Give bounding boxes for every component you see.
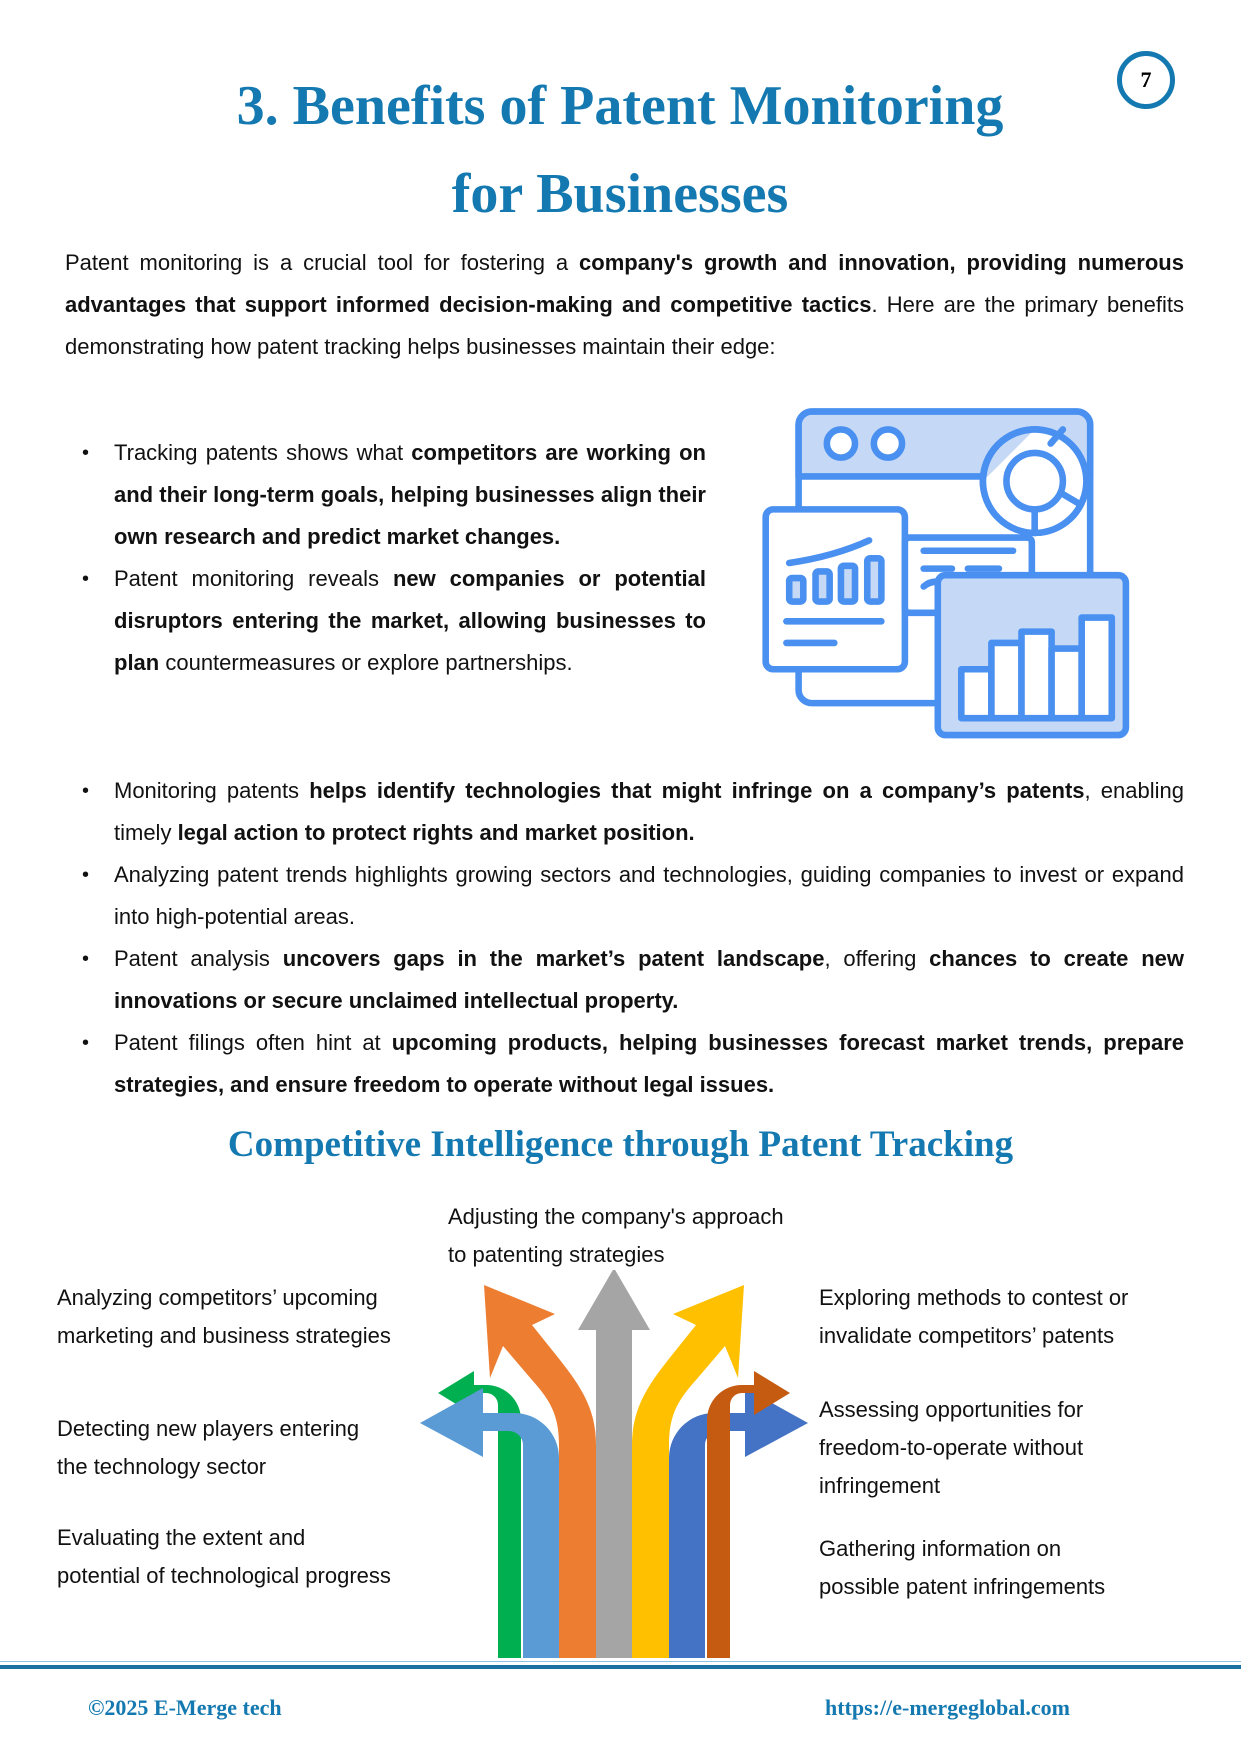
title-line-2: for Businesses — [451, 163, 789, 225]
bullet-text: , enabling timely — [114, 778, 1184, 845]
footer-url-link[interactable]: https://e-mergeglobal.com — [825, 1695, 1070, 1720]
bullet-text: Patent analysis — [114, 946, 283, 971]
bullet-bold: new companies or potential disruptors entering the market, allowing businesses to plan — [114, 566, 707, 675]
label-line: possible patent infringements — [819, 1574, 1106, 1599]
bullet-text: Patent filings often hint at — [114, 1030, 392, 1055]
bullet-text: Analyzing patent trends highlights growing sectors and technologies, guiding companies to invest or expand into high-potential areas. — [114, 862, 1184, 929]
label-line: infringement — [819, 1473, 941, 1498]
label-right-1 — [819, 1279, 1128, 1355]
multi-direction-arrows-icon — [410, 1270, 830, 1660]
list-item — [114, 938, 1184, 1022]
bullet-text: Monitoring patents — [114, 778, 310, 803]
bullet-bold: legal action to protect rights and market position. — [177, 820, 695, 845]
intro-text: Patent monitoring is a crucial tool for fostering a — [65, 250, 580, 275]
bullet-text: countermeasures or explore partnerships. — [159, 650, 573, 675]
list-item — [114, 1022, 1184, 1106]
bullet-bold: uncovers gaps in the market’s patent landscape — [282, 946, 825, 971]
label-line: to patenting strategies — [448, 1242, 665, 1267]
list-item — [114, 432, 706, 558]
benefits-list-bottom — [65, 770, 1184, 1106]
intro-bold: company's growth and innovation, providing numerous advantages that support informed decision-making and competitive tactics — [65, 250, 1184, 317]
label-top — [448, 1198, 784, 1274]
bullet-bold: helps identify technologies that might infringe on a company’s patents — [309, 778, 1085, 803]
label-right-3 — [819, 1530, 1105, 1606]
label-line: marketing and business strategies — [57, 1323, 391, 1348]
intro-text-end: . Here are the primary benefits demonstrating how patent tracking helps businesses maintain their edge: — [65, 292, 1184, 359]
label-right-2 — [819, 1391, 1083, 1505]
label-line: Assessing opportunities for — [819, 1397, 1084, 1422]
footer-divider — [0, 1665, 1241, 1669]
label-line: invalidate competitors’ patents — [819, 1323, 1115, 1348]
label-left-1 — [57, 1279, 391, 1355]
page-number: 7 — [1140, 67, 1152, 92]
label-line: Exploring methods to contest or — [819, 1285, 1129, 1310]
section-subtitle: Competitive Intelligence through Patent Tracking — [227, 1124, 1014, 1165]
footer-divider-thin — [0, 1661, 1241, 1662]
label-line: freedom-to-operate without — [819, 1435, 1084, 1460]
bullet-text: , offering — [824, 946, 930, 971]
list-item — [114, 558, 706, 684]
bullet-text: Patent monitoring reveals — [114, 566, 393, 591]
benefits-list-top — [65, 432, 706, 684]
label-line: the technology sector — [57, 1454, 267, 1479]
title-line-1: 3. Benefits of Patent Monitoring — [236, 75, 1004, 137]
page-title — [90, 62, 1150, 238]
intro-paragraph — [65, 242, 1184, 368]
label-left-3 — [57, 1519, 391, 1595]
label-left-2 — [57, 1410, 359, 1486]
bullet-bold: upcoming products, helping businesses forecast market trends, prepare strategies, and ensure freedom to operate without legal issues. — [114, 1030, 1184, 1097]
bullet-bold: competitors are working on and their long-term goals, helping businesses align their own research and predict market changes. — [114, 440, 706, 549]
label-line: Analyzing competitors’ upcoming — [57, 1285, 378, 1310]
list-item — [114, 770, 1184, 854]
label-line: Evaluating the extent and — [57, 1525, 306, 1550]
label-line: Detecting new players entering — [57, 1416, 360, 1441]
footer-copyright: ©2025 E-Merge tech — [88, 1695, 282, 1720]
bullet-bold: chances to create new innovations or secure unclaimed intellectual property. — [114, 946, 1184, 1013]
label-line: potential of technological progress — [57, 1563, 391, 1588]
list-item — [114, 854, 1184, 938]
label-line: Adjusting the company's approach — [448, 1204, 784, 1229]
bullet-text: Tracking patents shows what — [114, 440, 412, 465]
analytics-dashboard-icon — [745, 393, 1140, 748]
label-line: Gathering information on — [819, 1536, 1062, 1561]
